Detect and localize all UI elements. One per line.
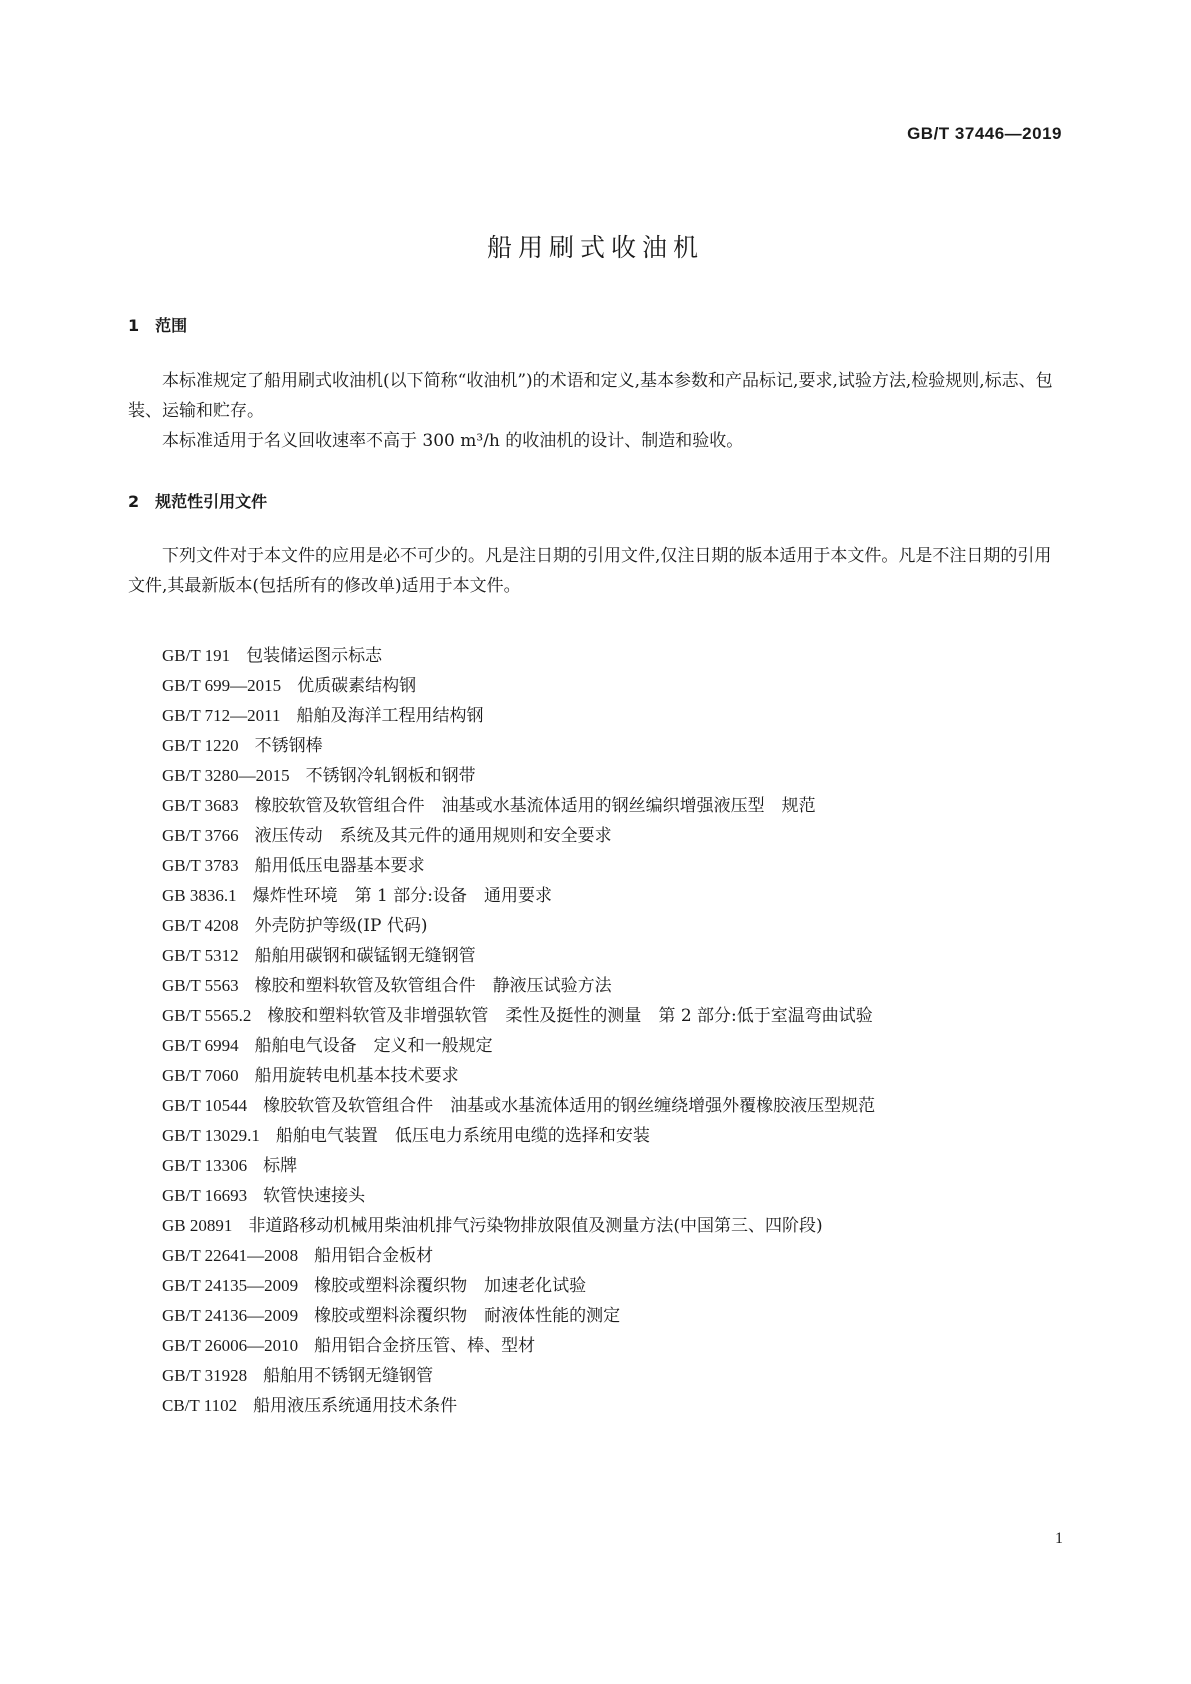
- reference-title: 橡胶软管及软管组合件 油基或水基流体适用的钢丝编织增强液压型 规范: [254, 796, 816, 816]
- reference-code: GB/T 5312: [162, 946, 239, 965]
- reference-item: [128, 1091, 1063, 1121]
- reference-item: [128, 1241, 1063, 1271]
- reference-code: GB/T 13029.1: [162, 1126, 260, 1145]
- reference-title: 船舶用碳钢和碳锰钢无缝钢管: [254, 946, 476, 966]
- reference-title: 船舶用不锈钢无缝钢管: [263, 1366, 434, 1386]
- reference-item: [128, 1151, 1063, 1181]
- reference-title: 船舶电气设备 定义和一般规定: [254, 1036, 493, 1056]
- scope-paragraph-2: 本标准适用于名义回收速率不高于 300 m³/h 的收油机的设计、制造和验收。: [162, 431, 744, 451]
- reference-item: [128, 941, 1063, 971]
- reference-title: 船用铝合金板材: [314, 1246, 434, 1266]
- reference-code: GB/T 10544: [162, 1096, 248, 1115]
- scope-paragraph-1: 本标准规定了船用刷式收油机(以下简称“收油机”)的术语和定义,基本参数和产品标记,要求,试验方法,检验规则,标志、包装、运输和贮存。: [128, 371, 1053, 421]
- reference-code: GB/T 22641—2008: [162, 1246, 299, 1265]
- reference-title: 外壳防护等级(IP 代码): [254, 916, 428, 936]
- reference-title: 爆炸性环境 第 1 部分:设备 通用要求: [252, 886, 552, 906]
- reference-code: GB/T 13306: [162, 1156, 248, 1175]
- reference-item: [128, 911, 1063, 941]
- reference-title: 非道路移动机械用柴油机排气污染物排放限值及测量方法(中国第三、四阶段): [248, 1216, 823, 1236]
- reference-title: 不锈钢棒: [254, 736, 323, 756]
- reference-code: GB/T 191: [162, 646, 231, 665]
- reference-title: 不锈钢冷轧钢板和钢带: [305, 766, 476, 786]
- reference-item: [128, 821, 1063, 851]
- reference-code: GB/T 6994: [162, 1036, 239, 1055]
- reference-code: GB/T 3783: [162, 856, 239, 875]
- reference-code: GB/T 699—2015: [162, 676, 282, 695]
- reference-item: [128, 1211, 1063, 1241]
- reference-code: GB/T 24136—2009: [162, 1306, 299, 1325]
- reference-code: GB 3836.1: [162, 886, 237, 905]
- reference-title: 橡胶和塑料软管及非增强软管 柔性及挺性的测量 第 2 部分:低于室温弯曲试验: [267, 1006, 873, 1026]
- reference-title: 软管快速接头: [263, 1186, 366, 1206]
- reference-code: GB/T 5565.2: [162, 1006, 252, 1025]
- reference-item: [128, 1331, 1063, 1361]
- reference-title: 船用铝合金挤压管、棒、型材: [314, 1336, 536, 1356]
- standard-number: GB/T 37446—2019: [907, 124, 1062, 143]
- reference-item: [128, 1361, 1063, 1391]
- reference-code: GB/T 26006—2010: [162, 1336, 299, 1355]
- reference-code: GB/T 4208: [162, 916, 239, 935]
- reference-item: [128, 761, 1063, 791]
- document-title: 船用刷式收油机: [486, 233, 704, 262]
- reference-code: GB/T 1220: [162, 736, 239, 755]
- reference-code: GB/T 5563: [162, 976, 239, 995]
- reference-item: [128, 1301, 1063, 1331]
- reference-item: [128, 881, 1063, 911]
- reference-code: GB/T 3766: [162, 826, 239, 845]
- reference-title: 包装储运图示标志: [246, 646, 383, 666]
- reference-code: GB/T 3280—2015: [162, 766, 290, 785]
- reference-item: [128, 851, 1063, 881]
- reference-title: 船用旋转电机基本技术要求: [254, 1066, 459, 1086]
- reference-item: [128, 971, 1063, 1001]
- reference-item: [128, 1061, 1063, 1091]
- reference-item: [128, 791, 1063, 821]
- reference-title: 橡胶软管及软管组合件 油基或水基流体适用的钢丝缠绕增强外覆橡胶液压型规范: [263, 1096, 876, 1116]
- reference-item: [128, 1031, 1063, 1061]
- reference-list: [128, 641, 1063, 1421]
- reference-item: [128, 1271, 1063, 1301]
- reference-code: GB 20891: [162, 1216, 233, 1235]
- reference-code: GB/T 31928: [162, 1366, 248, 1385]
- reference-item: [128, 1181, 1063, 1211]
- reference-item: [128, 1121, 1063, 1151]
- section-heading-normative-references: 2 规范性引用文件: [128, 492, 268, 511]
- reference-title: 橡胶或塑料涂覆织物 耐液体性能的测定: [314, 1306, 621, 1326]
- reference-title: 船舶电气装置 低压电力系统用电缆的选择和安装: [275, 1126, 650, 1146]
- reference-code: GB/T 16693: [162, 1186, 248, 1205]
- reference-item: [128, 641, 1063, 671]
- reference-item: [128, 1001, 1063, 1031]
- reference-title: 船用液压系统通用技术条件: [253, 1396, 458, 1416]
- reference-item: [128, 671, 1063, 701]
- reference-item: [128, 731, 1063, 761]
- reference-title: 标牌: [263, 1156, 298, 1176]
- reference-title: 橡胶或塑料涂覆织物 加速老化试验: [314, 1276, 587, 1296]
- reference-item: [128, 1391, 1063, 1421]
- section-heading-scope: 1 范围: [128, 316, 188, 335]
- reference-title: 船用低压电器基本要求: [254, 856, 425, 876]
- reference-title: 船舶及海洋工程用结构钢: [296, 706, 484, 726]
- reference-code: GB/T 24135—2009: [162, 1276, 299, 1295]
- reference-code: CB/T 1102: [162, 1396, 238, 1415]
- reference-code: GB/T 7060: [162, 1066, 239, 1085]
- reference-code: GB/T 3683: [162, 796, 239, 815]
- reference-title: 液压传动 系统及其元件的通用规则和安全要求: [254, 826, 612, 846]
- page-number: 1: [1055, 1530, 1063, 1547]
- references-intro-paragraph: 下列文件对于本文件的应用是必不可少的。凡是注日期的引用文件,仅注日期的版本适用于本文件。凡是不注日期的引用文件,其最新版本(包括所有的修改单)适用于本文件。: [128, 546, 1052, 596]
- reference-code: GB/T 712—2011: [162, 706, 281, 725]
- reference-title: 优质碳素结构钢: [297, 676, 417, 696]
- reference-title: 橡胶和塑料软管及软管组合件 静液压试验方法: [254, 976, 612, 996]
- reference-item: [128, 701, 1063, 731]
